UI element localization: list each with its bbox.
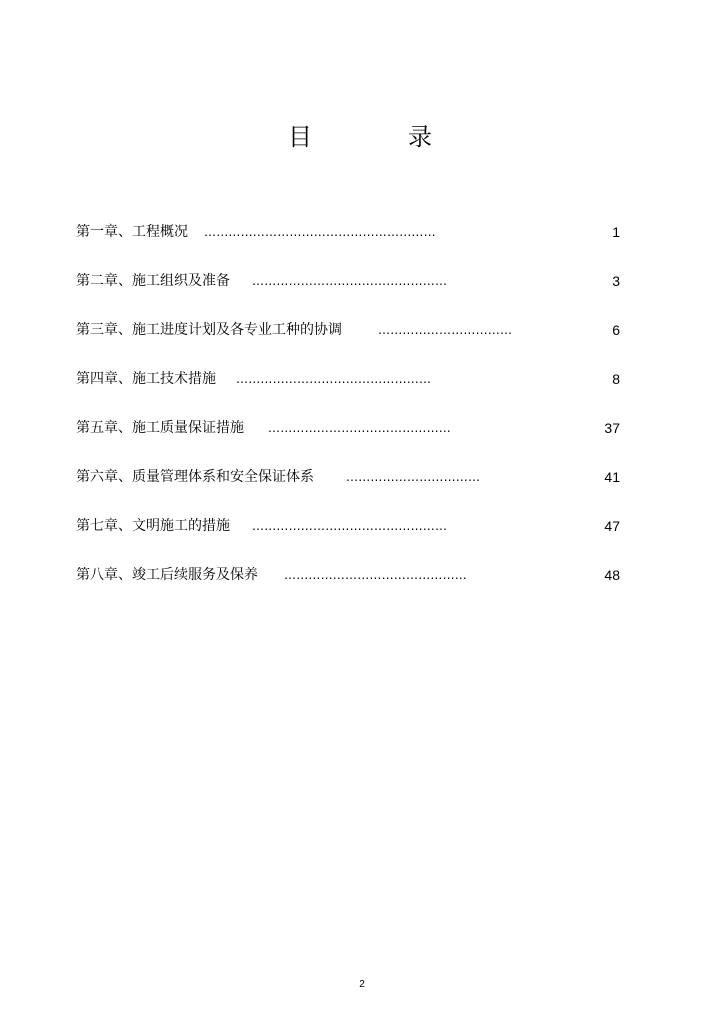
toc-entry-page: 41 [604, 469, 620, 485]
toc-entry-label: 第一章、工程概况 [76, 224, 188, 240]
toc-entry-leader: ………………………………………… [252, 274, 448, 288]
toc-entry-label: 第四章、施工技术措施 [76, 371, 216, 387]
toc-entry-leader: …………………………… [346, 470, 481, 484]
toc-entry-leader: …………………………… [378, 323, 513, 337]
toc-entry-chapter-6[interactable] [76, 465, 622, 514]
toc-entry-page: 48 [604, 567, 620, 583]
toc-entry-label: 第六章、质量管理体系和安全保证体系 [76, 469, 314, 485]
toc-title-char-2: 录 [408, 123, 432, 151]
toc-entry-leader: ……………………………………… [284, 568, 467, 582]
toc-entry-page: 1 [612, 224, 620, 240]
toc-entry-chapter-3[interactable] [76, 318, 622, 367]
toc-entry-label: 第五章、施工质量保证措施 [76, 420, 244, 436]
toc-entry-chapter-7[interactable] [76, 514, 622, 563]
toc-entry-chapter-1[interactable] [76, 220, 622, 269]
toc-entry-leader: ……………………………………… [268, 421, 451, 435]
toc-entry-page: 6 [612, 322, 620, 338]
toc-entry-chapter-2[interactable] [76, 269, 622, 318]
toc-title [0, 120, 724, 154]
toc-entry-leader: ………………………………………… [236, 372, 432, 386]
toc-entry-chapter-4[interactable] [76, 367, 622, 416]
toc-entry-label: 第二章、施工组织及准备 [76, 273, 230, 289]
toc-entry-page: 37 [604, 420, 620, 436]
toc-entry-chapter-8[interactable] [76, 563, 622, 612]
toc-entry-leader: ………………………………………………… [204, 225, 436, 239]
toc-entry-page: 47 [604, 518, 620, 534]
page-number: 2 [359, 979, 365, 990]
toc-entry-page: 8 [612, 371, 620, 387]
toc-entry-page: 3 [612, 273, 620, 289]
toc-entry-label: 第八章、竣工后续服务及保养 [76, 567, 258, 583]
table-of-contents [76, 220, 622, 612]
toc-title-char-1: 目 [288, 123, 312, 151]
toc-entry-leader: ………………………………………… [252, 519, 448, 533]
toc-entry-label: 第七章、文明施工的措施 [76, 518, 230, 534]
toc-entry-chapter-5[interactable] [76, 416, 622, 465]
toc-entry-label: 第三章、施工进度计划及各专业工种的协调 [76, 322, 342, 338]
